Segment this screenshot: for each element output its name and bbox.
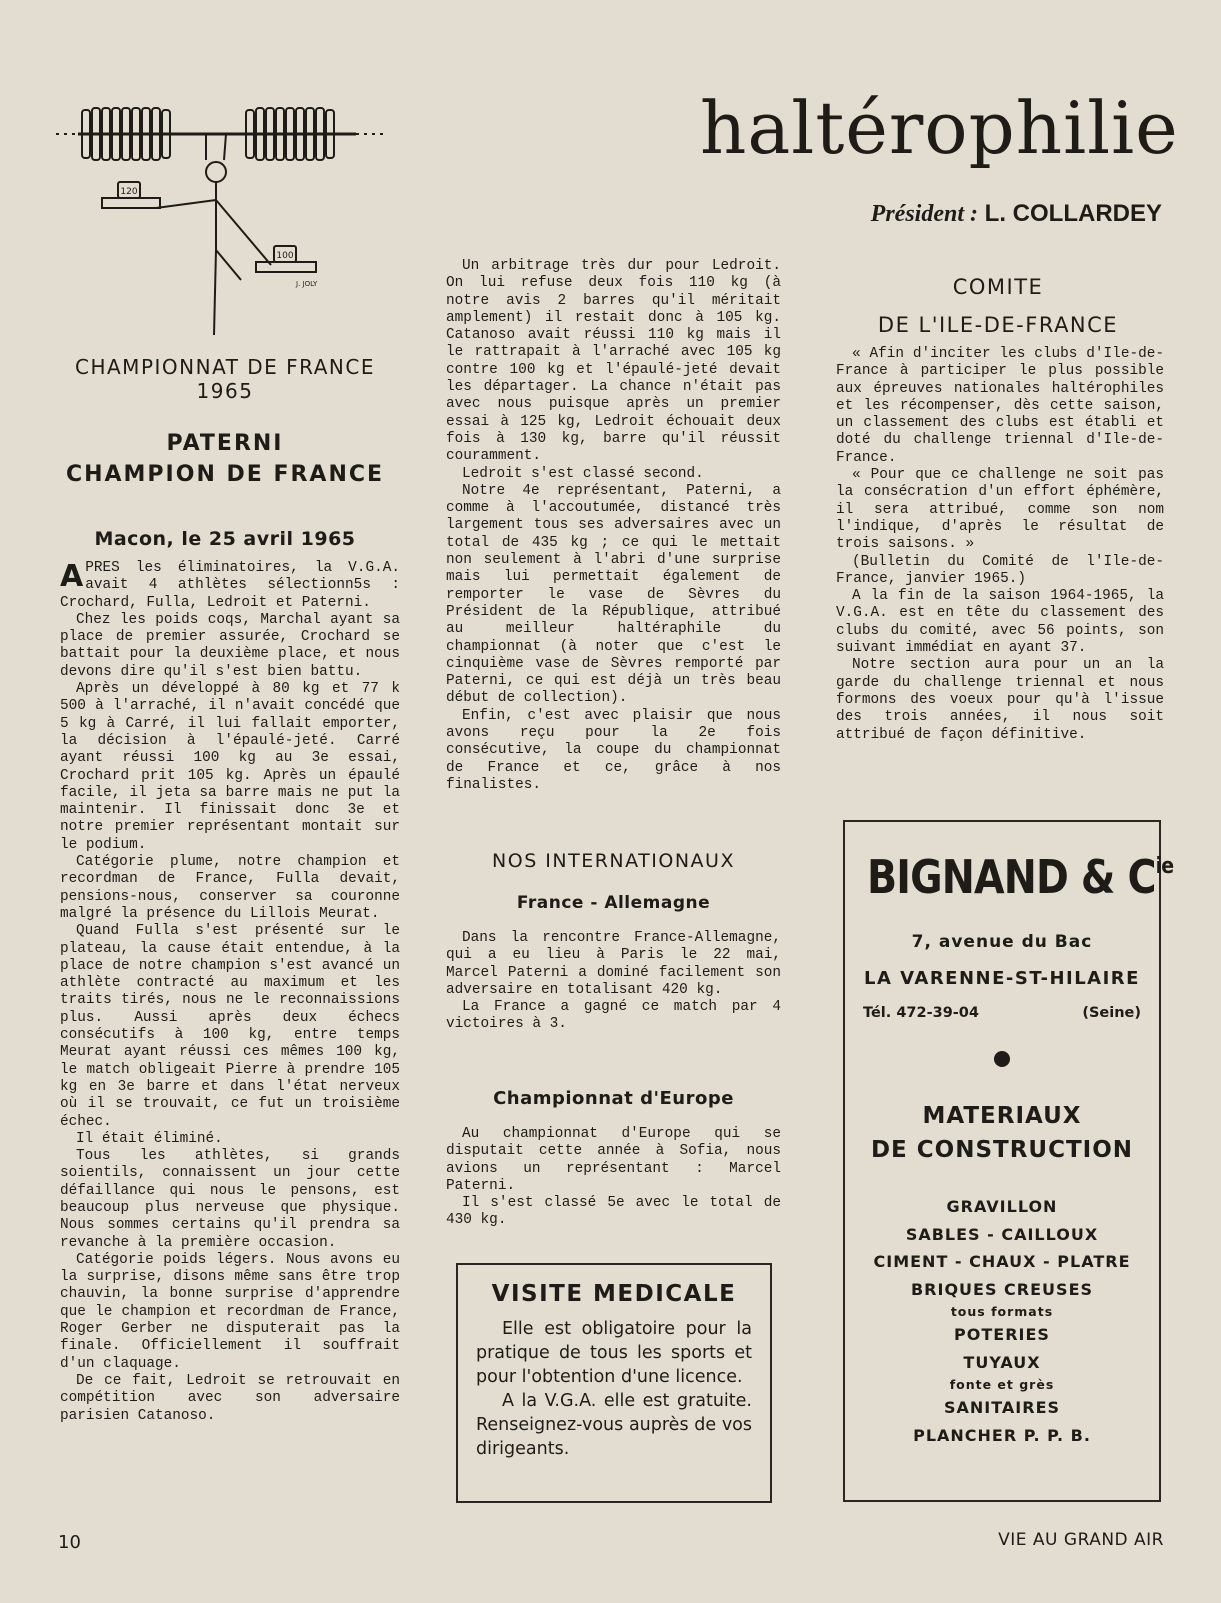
article-paragraph: De ce fait, Ledroit se retrouvait en compétition avec son adversaire parisien Catanoso. bbox=[60, 1372, 400, 1424]
subheading-name: PATERNI bbox=[166, 431, 284, 456]
ad-address: 7, avenue du Bac bbox=[911, 932, 1093, 952]
advertisement-bignand bbox=[843, 820, 1174, 1502]
visite-medicale-box bbox=[456, 1263, 772, 1503]
ad-product-note: fonte et grès bbox=[949, 1377, 1055, 1392]
ad-city: LA VARENNE-ST-HILAIRE bbox=[864, 968, 1140, 989]
france-allemagne-heading: France - Allemagne bbox=[516, 893, 711, 913]
ad-product: SANITAIRES bbox=[943, 1398, 1061, 1417]
president-name: L. COLLARDEY bbox=[984, 200, 1162, 227]
ad-product: POTERIES bbox=[954, 1325, 1050, 1344]
article-paragraph: Il était éliminé. bbox=[76, 1130, 223, 1147]
right-plate-label: 100 bbox=[276, 251, 294, 261]
ad-product-note: tous formats bbox=[950, 1304, 1054, 1319]
visite-paragraph: A la V.G.A. elle est gratuite. Renseignez-vous auprès de vos dirigeants. bbox=[476, 1391, 752, 1459]
ad-product: GRAVILLON bbox=[946, 1197, 1058, 1216]
comite-heading bbox=[832, 268, 1164, 344]
ad-brand: BIGNAND & $C^{ie}$ bbox=[866, 850, 1174, 904]
ad-product: TUYAUX bbox=[963, 1352, 1041, 1372]
article-paragraph: Tous les athlètes, si grands soientils, connaissent un jour cette défaillance qui nous le pensons, est beaucoup plus nerveuse que physique. Nous sommes certains qu'il prendra sa revanche à la première occasion. bbox=[60, 1148, 400, 1251]
article-column-2 bbox=[446, 258, 781, 794]
ad-product-list bbox=[845, 1193, 1159, 1449]
article-paragraph: Au championnat d'Europe qui se disputait cette année à Sofia, nous avions un représentant : Marcel Paterni. bbox=[446, 1126, 781, 1194]
president-label: Président : bbox=[870, 201, 978, 227]
comite-column bbox=[836, 346, 1164, 744]
ad-phone: Tél. 472-39-04 bbox=[863, 1005, 979, 1021]
article-paragraph: Dans la rencontre France-Allemagne, qui a eu lieu à Paris le 22 mai, Marcel Paterni a dominé facilement son adversaire en totalisant 420 kg. bbox=[446, 930, 781, 998]
article-paragraph: Après un développé à 80 kg et 77 k 500 à l'arraché, il n'avait concédé que 5 kg à Carré, il lui fallait emporter, la décision à l'épaulé-jeté. Carré ayant réussi 100 kg au 3e essai, Crochard prit 105 kg. Après un épaulé facile, il jeta sa barre mais ne put la maintenir. Il finissait donc 3e et notre premier représentant montait sur le podium. bbox=[60, 681, 400, 853]
comite-heading-line-2: DE L'ILE-DE-FRANCE bbox=[877, 313, 1119, 337]
article-paragraph: Catégorie poids légers. Nous avons eu la surprise, disons même sans être trop chauvin, la bonne surprise d'apprendre que le champion et recordman de France, Roger Gerber ne disputerait pas la finale. Officiellement il souffrait d'un claquage. bbox=[60, 1251, 400, 1372]
ad-product: SABLES - CAILLOUX bbox=[905, 1224, 1099, 1244]
subheading-title: CHAMPION DE FRANCE bbox=[65, 462, 385, 487]
france-allemagne-text bbox=[446, 930, 781, 1034]
bullet-dot-icon bbox=[994, 1051, 1010, 1067]
article-paragraph: Il s'est classé 5e avec le total de 430 kg. bbox=[446, 1195, 781, 1229]
drop-cap: A bbox=[60, 559, 84, 594]
article-paragraph: Notre 4e représentant, Paterni, a comme à l'accoutumée, distancé très largement tous ses adversaires avec un total de 435 kg ; ce qui le mettait non seulement à l'abri d'une surprise mais lui permettait également de remporter le vase de Sèvres du Président de la République, attribué au meilleur haltéraphile du championnat (à noter que c'est le cinquième vase de Sèvres remporté par Paterni, ce qui est déjà un très beau début de collection). bbox=[446, 482, 781, 707]
visite-title: VISITE MEDICALE bbox=[491, 1281, 737, 1307]
article-paragraph: La France a gagné ce match par 4 victoires à 3. bbox=[446, 999, 781, 1033]
illustrator-signature: J. JOLY bbox=[296, 280, 318, 288]
article-heading bbox=[52, 355, 398, 403]
ad-product: CIMENT - CHAUX - PLATRE bbox=[873, 1252, 1131, 1271]
article-paragraph: APRES les éliminatoires, la V.G.A. avait 4 athlètes sélectionn5s : Crochard, Fulla, Ledroit et Paterni. bbox=[60, 559, 400, 611]
page-number: 10 bbox=[58, 1532, 81, 1553]
article-paragraph: Enfin, c'est avec plaisir que nous avons reçu pour la 2e fois consécutive, la coupe du championnat de France et ce, grâce à nos finalistes. bbox=[446, 707, 781, 793]
championnat-europe-heading: Championnat d'Europe bbox=[493, 1088, 734, 1109]
article-paragraph: Notre section aura pour un an la garde du challenge triennal et nous formons des voeux pour qu'à l'issue des trois années, il nous soit attribué de façon définitive. bbox=[836, 657, 1164, 743]
championnat-europe-text bbox=[446, 1126, 781, 1230]
article-heading-line: CHAMPIONNAT DE FRANCE bbox=[75, 355, 375, 379]
article-paragraph: Quand Fulla s'est présenté sur le plateau, la cause était entendue, à la place de notre champion s'est avancé un athlète contracté au maximum et les traits tirés, nous ne le reconnaissions plus. Aussi après deux échecs consécutifs à 100 kg, entre temps Meurat ayant réussi ces mêmes 100 kg, le match obligeait Pierre à prendre 105 kg en 3e barre et dans l'état nerveux où il se trouvait, ce fut un troisième échec. bbox=[60, 923, 400, 1130]
dateline: Macon, le 25 avril 1965 bbox=[94, 528, 356, 550]
internationals-heading: NOS INTERNATIONAUX bbox=[492, 850, 735, 872]
article-heading-year: 1965 bbox=[196, 379, 254, 403]
article-paragraph: Un arbitrage très dur pour Ledroit. On lui refuse deux fois 110 kg (à notre avis 2 barres qu'il méritait amplement) il restait donc à 105 kg. Catanoso avait réussi 110 kg mais il le rattrapait à l'arraché avec 105 kg contre 100 kg et l'épaulé-jeté devait les départager. La chance n'était pas avec nous puisque après un premier essai à 125 kg, Ledroit échouait deux fois à 130 kg, barre qu'il réussit couramment. bbox=[446, 258, 781, 465]
article-paragraph: (Bulletin du Comité de l'Ile-de-France, janvier 1965.) bbox=[836, 553, 1164, 587]
ad-product: PLANCHER P. P. B. bbox=[913, 1425, 1091, 1445]
ad-category: MATERIAUX DE CONSTRUCTION bbox=[870, 1103, 1134, 1163]
magazine-name: VIE AU GRAND AIR bbox=[998, 1530, 1164, 1550]
left-plate-label: 120 bbox=[120, 187, 138, 197]
ad-product: BRIQUES CREUSES bbox=[910, 1279, 1094, 1299]
ad-brand-sup: ie bbox=[1155, 854, 1174, 879]
article-paragraph: Catégorie plume, notre champion et recordman de France, Fulla devait, pensions-nous, conserver sa couronne malgré la présence du Lillois Meurat. bbox=[60, 854, 400, 922]
ad-region: (Seine) bbox=[1082, 1005, 1141, 1021]
article-paragraph: Chez les poids coqs, Marchal ayant sa place de premier assurée, Crochard se battait pour la deuxième place, et nous devons dire qu'il s'est bien battu. bbox=[60, 611, 400, 680]
ad-phone-line bbox=[845, 1005, 1159, 1021]
article-paragraph: « Afin d'inciter les clubs d'Ile-de-France à participer le plus possible aux épreuves nationales haltérophiles et les récompenser, dès cette saison, un classement des clubs est établi et doté du challenge triennal d'Ile-de-France. bbox=[836, 346, 1164, 466]
page-title: haltérophilie bbox=[700, 86, 1179, 170]
article-paragraph: Ledroit s'est classé second. bbox=[462, 465, 704, 482]
article-paragraph: « Pour que ce challenge ne soit pas la consécration d'un effort éphémère, il sera attribué, comme son nom l'indique, d'après le résultat de trois saisons. » bbox=[836, 467, 1164, 553]
article-subheading bbox=[52, 428, 398, 490]
article-paragraph: A la fin de la saison 1964-1965, la V.G.A. est en tête du classement des clubs du comité, avec 56 points, son suivant immédiat en ayant 37. bbox=[836, 588, 1164, 657]
article-column-1 bbox=[60, 560, 400, 1425]
visite-paragraph: Elle est obligatoire pour la pratique de tous les sports et pour l'obtention d'une licence. bbox=[476, 1319, 752, 1387]
comite-heading-line-1: COMITE bbox=[952, 275, 1044, 299]
president-line bbox=[760, 200, 1162, 228]
weightlifter-illustration bbox=[56, 100, 396, 340]
